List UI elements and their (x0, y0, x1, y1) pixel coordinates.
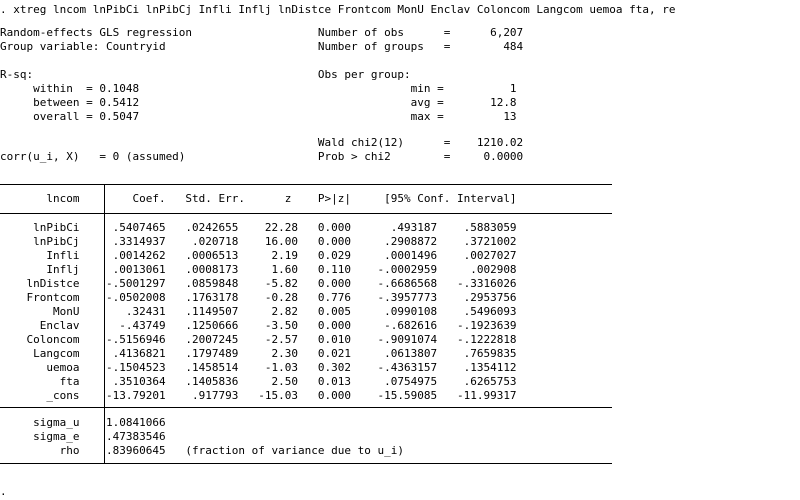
variance-row: sigma_e .47383546 (0, 430, 166, 443)
table-row: Frontcom -.0502008 .1763178 -0.28 0.776 -.3957773 .2953756 (0, 291, 517, 304)
table-row: Langcom .4136821 .1797489 2.30 0.021 .0613807 .7659835 (0, 347, 517, 360)
table-row: lnPibCj .3314937 .020718 16.00 0.000 .2908872 .3721002 (0, 235, 517, 248)
table-row: lnPibCi .5407465 .0242655 22.28 0.000 .493187 .5883059 (0, 221, 517, 234)
table-row: Infli .0014262 .0006513 2.19 0.029 .0001496 .0027027 (0, 249, 517, 262)
table-row: MonU .32431 .1149507 2.82 0.005 .0990108 .5496093 (0, 305, 517, 318)
variance-row: sigma_u 1.0841066 (0, 416, 166, 429)
header-line: within = 0.1048 min = 1 (0, 82, 517, 95)
table-row: fta .3510364 .1405836 2.50 0.013 .0754975 .6265753 (0, 375, 517, 388)
header-line: corr(u_i, X) = 0 (assumed) Prob > chi2 = 0.0000 (0, 150, 524, 163)
table-row: lnDistce -.5001297 .0859848 -5.82 0.000 -.6686568 -.3316026 (0, 277, 517, 290)
header-line: R-sq: Obs per group: (0, 68, 411, 81)
table-row: uemoa -.1504523 .1458514 -1.03 0.302 -.4363157 .1354112 (0, 361, 517, 374)
table-row: Coloncom -.5156946 .2007245 -2.57 0.010 -.9091074 -.1222818 (0, 333, 517, 346)
table-row: Inflj .0013061 .0008173 1.60 0.110 -.0002959 .002908 (0, 263, 517, 276)
header-line: Wald chi2(12) = 1210.02 (0, 136, 524, 149)
header-line: Group variable: Countryid Number of groups = 484 (0, 40, 524, 53)
header-line: Random-effects GLS regression Number of obs = 6,207 (0, 26, 524, 39)
table-row: _cons -13.79201 .917793 -15.03 0.000 -15.59085 -11.99317 (0, 389, 517, 402)
table-mid-rule (0, 407, 612, 408)
command-prompt[interactable]: . (0, 485, 7, 498)
table-row: Enclav -.43749 .1250666 -3.50 0.000 -.682616 -.1923639 (0, 319, 517, 332)
variance-row: rho .83960645 (fraction of variance due to u_i) (0, 444, 404, 457)
header-line: between = 0.5412 avg = 12.8 (0, 96, 517, 109)
table-header: lncom Coef. Std. Err. z P>|z| [95% Conf. Interval] (0, 192, 517, 205)
table-header-rule (0, 213, 612, 214)
header-line: overall = 0.5047 max = 13 (0, 110, 517, 123)
table-top-rule (0, 184, 612, 185)
table-bottom-rule (0, 463, 612, 464)
command-line[interactable]: . xtreg lncom lnPibCi lnPibCj Infli Inflj lnDistce Frontcom MonU Enclav Coloncom Langcom uemoa fta, re (0, 3, 676, 16)
